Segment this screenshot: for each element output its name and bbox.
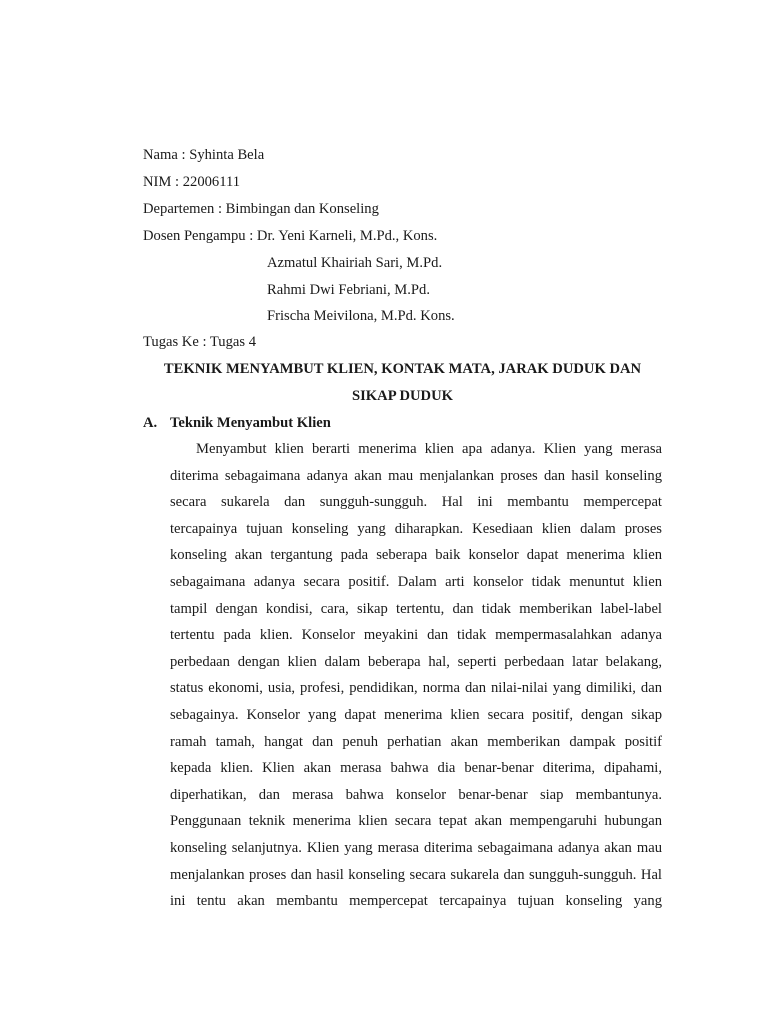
assignment-number: Tugas Ke : Tugas 4 (143, 334, 257, 350)
paragraph-line: ramah tamah, hangat dan penuh perhatian akan memberikan dampak positif (170, 733, 662, 750)
paragraph-line: perbedaan dengan klien dalam beberapa hal, seperti perbedaan latar belakang, (170, 653, 662, 670)
paragraph-line: sebagainya. Konselor yang dapat menerima klien secara positif, dengan sikap (170, 706, 662, 723)
paragraph-line: tertentu pada klien. Konselor meyakini dan tidak mempermasalahkan adanya (170, 627, 662, 644)
paragraph-line: ini tentu akan membantu mempercepat tercapainya tujuan konseling yang (170, 893, 662, 910)
paragraph-line: status ekonomi, usia, profesi, pendidikan, norma dan nilai-nilai yang dimiliki, dan (170, 680, 662, 697)
paragraph-line: diperhatikan, dan merasa bahwa konselor benar-benar siap membantunya. (170, 786, 662, 803)
paragraph-line: secara sukarela dan sungguh-sungguh. Hal ini membantu mempercepat (170, 494, 662, 511)
student-name: Nama : Syhinta Bela (143, 147, 265, 163)
paragraph-line: tercapainya tujuan konseling yang diharapkan. Kesediaan klien dalam proses (170, 520, 662, 537)
paragraph-line: tampil dengan kondisi, cara, sikap tertentu, dan tidak memberikan label-label (170, 600, 662, 617)
paragraph-line: menjalankan proses dan hasil konseling secara sukarela dan sungguh-sungguh. Hal (170, 866, 662, 883)
section-a-paragraph (170, 436, 662, 915)
paragraph-line: kepada klien. Klien akan merasa bahwa dia benar-benar diterima, dipahami, (170, 760, 662, 777)
lecturer-primary: Dosen Pengampu : Dr. Yeni Karneli, M.Pd., Kons. (143, 228, 438, 244)
paragraph-line: sebagaimana adanya secara positif. Dalam arti konselor tidak menuntut klien (170, 573, 662, 590)
student-id: NIM : 22006111 (143, 174, 241, 190)
paragraph-line: konseling selanjutnya. Klien yang merasa diterima sebagaimana adanya akan mau (170, 839, 662, 856)
section-a-title: Teknik Menyambut Klien (170, 415, 331, 431)
lecturer-3: Rahmi Dwi Febriani, M.Pd. (267, 282, 430, 298)
department: Departemen : Bimbingan dan Konseling (143, 201, 379, 217)
paragraph-line: diterima sebagaimana adanya akan mau menjalankan proses dan hasil konseling (170, 467, 662, 484)
section-a-heading (143, 414, 331, 432)
lecturer-4: Frischa Meivilona, M.Pd. Kons. (267, 308, 455, 324)
lecturer-2: Azmatul Khairiah Sari, M.Pd. (267, 255, 443, 271)
paragraph-line: Menyambut klien berarti menerima klien apa adanya. Klien yang merasa (196, 441, 662, 457)
paragraph-line: Penggunaan teknik menerima klien secara tepat akan mempengaruhi hubungan (170, 813, 662, 830)
document-title-line-1: TEKNIK MENYAMBUT KLIEN, KONTAK MATA, JARAK DUDUK DAN (163, 361, 642, 377)
document-title-line-2: SIKAP DUDUK (352, 388, 453, 404)
paragraph-line: konseling akan tergantung pada seberapa baik konselor dapat menerima klien (170, 547, 662, 564)
section-a-letter: A. (143, 415, 158, 431)
